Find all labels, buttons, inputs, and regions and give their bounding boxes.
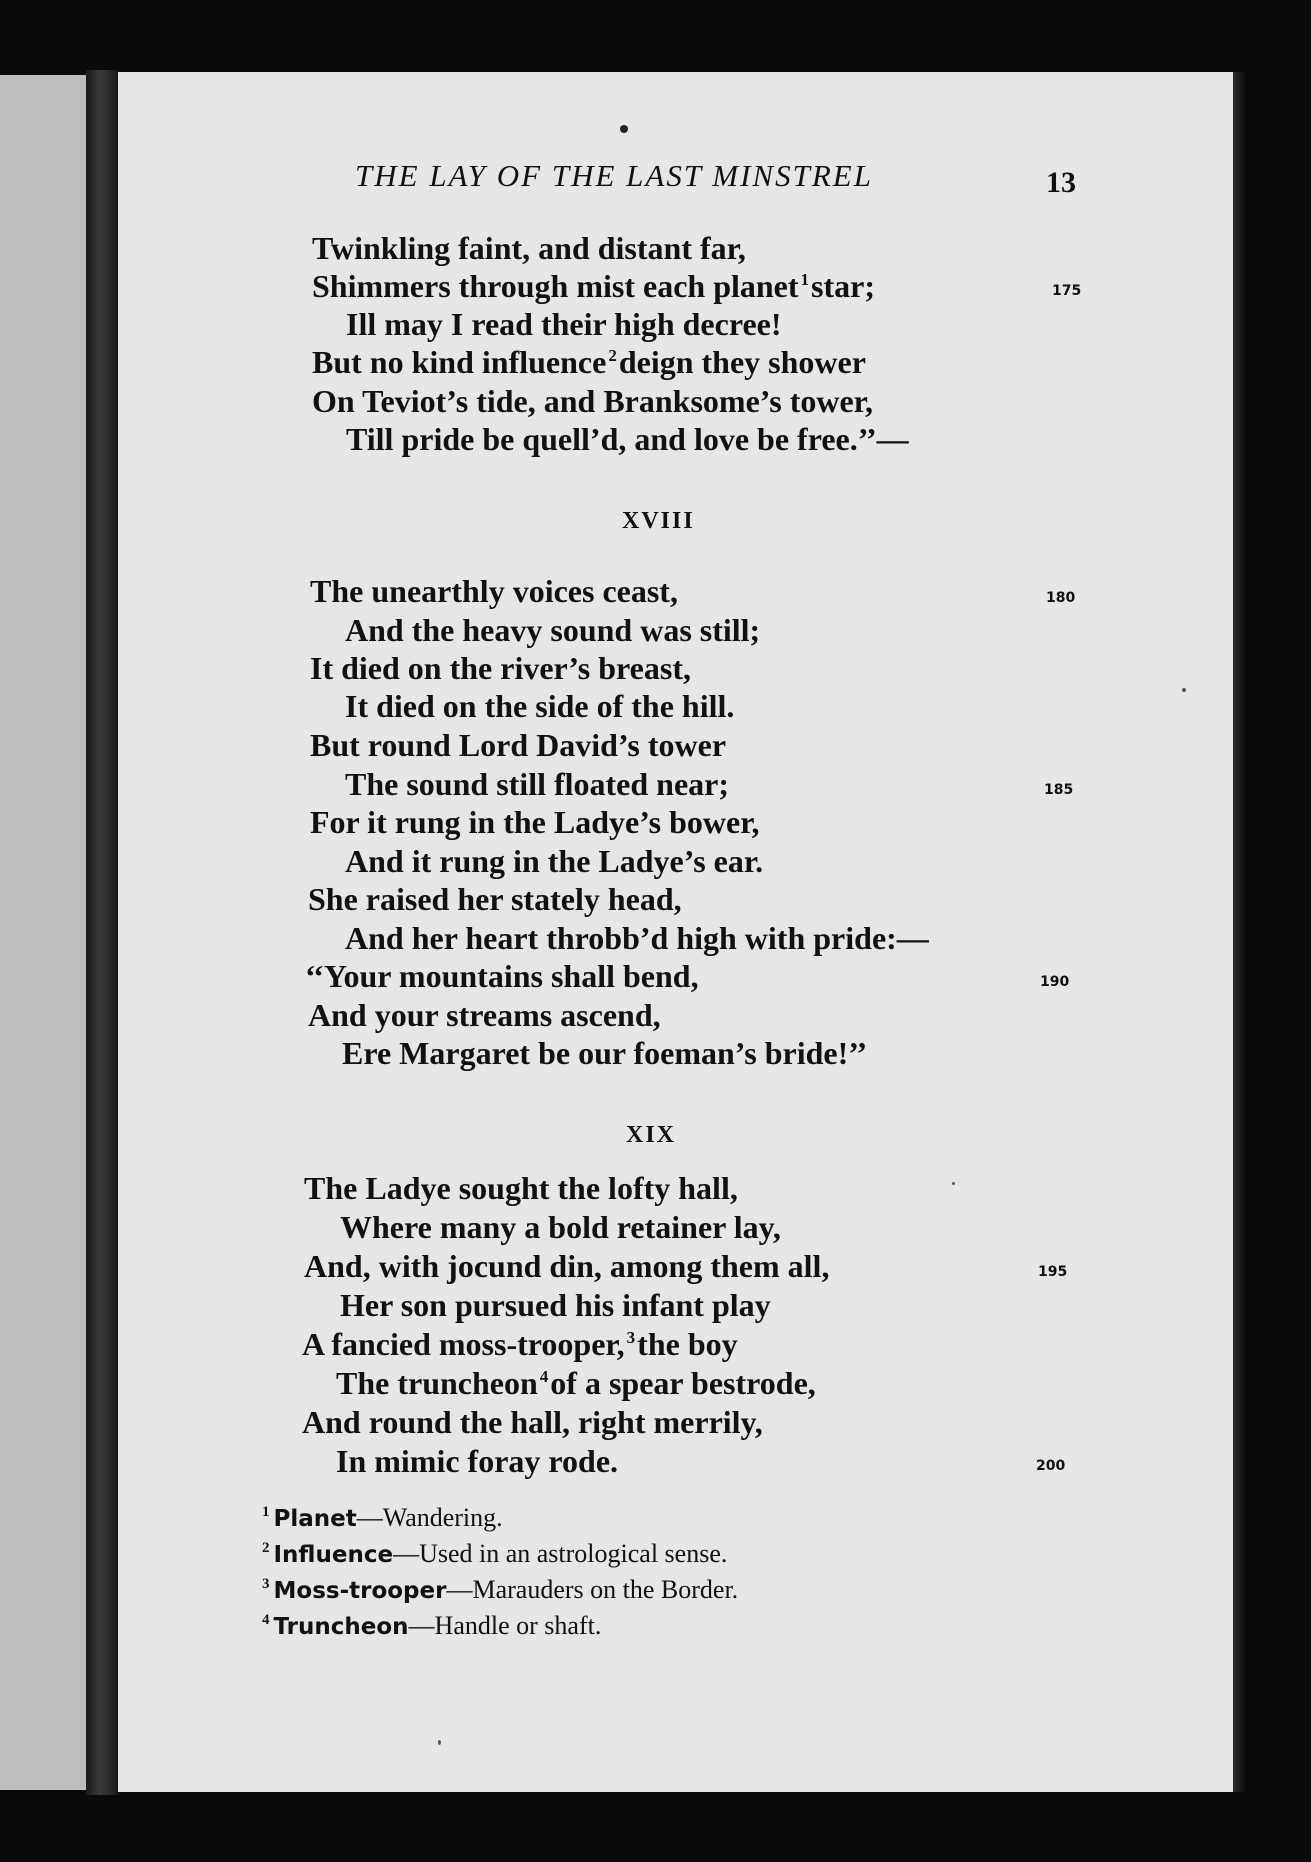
verse-line: And the heavy sound was still;: [345, 612, 761, 648]
line-number: 190: [1040, 974, 1070, 990]
footnote-term: Influence: [273, 1542, 394, 1568]
verse-line: Where many a bold retainer lay,: [340, 1209, 781, 1245]
verse-text: Shimmers through mist each planet: [312, 268, 799, 304]
footnote: [262, 1503, 503, 1533]
verse-line: The Ladye sought the lofty hall,: [304, 1170, 738, 1206]
verse-line: On Teviot’s tide, and Branksome’s tower,: [312, 383, 873, 419]
stanza-heading: XIX: [626, 1122, 677, 1148]
footnote-term: Planet: [273, 1506, 357, 1532]
book-spine: [86, 70, 120, 1795]
verse-line: For it rung in the Ladye’s bower,: [310, 804, 760, 840]
stanza-heading: XVIII: [622, 508, 695, 534]
footnote-term: Moss-trooper: [273, 1578, 447, 1604]
right-page-shadow: [1233, 72, 1245, 1792]
footnote-text: —Wandering.: [356, 1503, 503, 1532]
footnote-marker: 1: [800, 270, 810, 289]
verse-line: But round Lord David’s tower: [310, 727, 727, 763]
verse-line: ‘‘Your mountains shall bend,: [305, 958, 699, 994]
verse-line: It died on the river’s breast,: [310, 650, 691, 686]
verse-text: the boy: [637, 1326, 738, 1362]
left-page-edge: [0, 75, 92, 1790]
verse-line: Ere Margaret be our foeman’s bride!’’: [342, 1035, 868, 1071]
scan-speck: [1182, 688, 1186, 692]
verse-line: Her son pursued his infant play: [340, 1287, 771, 1323]
line-number: 195: [1038, 1264, 1068, 1280]
footnote: [262, 1539, 727, 1569]
line-number: 200: [1036, 1458, 1066, 1474]
verse-text: of a spear bestrode,: [550, 1365, 816, 1401]
verse-line: Till pride be quell’d, and love be free.’’—: [346, 421, 909, 457]
footnote-number: 4: [262, 1612, 270, 1628]
verse-line: And, with jocund din, among them all,: [304, 1248, 830, 1284]
verse-line: The sound still floated near;: [345, 766, 730, 802]
footnote: [262, 1575, 738, 1605]
verse-text: But no kind influence: [312, 344, 607, 380]
verse-line: [312, 270, 875, 302]
verse-line: Twinkling faint, and distant far,: [312, 230, 746, 266]
verse-line: [336, 1367, 816, 1399]
footnote-text: —Used in an astrological sense.: [393, 1539, 728, 1568]
footnote-number: 3: [262, 1576, 270, 1592]
verse-text: deign they shower: [618, 344, 866, 380]
verse-line: And her heart throbb’d high with pride:—: [345, 920, 929, 956]
line-number: 180: [1046, 590, 1076, 606]
footnote-term: Truncheon: [273, 1614, 409, 1640]
footnote-marker: 2: [608, 346, 617, 365]
verse-line: She raised her stately head,: [308, 881, 682, 917]
verse-line: [312, 346, 866, 378]
footnote-number: 1: [262, 1504, 270, 1520]
footnote: [262, 1611, 601, 1641]
footnote-marker: 3: [626, 1328, 636, 1347]
running-title: THE LAY OF THE LAST MINSTREL: [355, 158, 873, 193]
page-number: 13: [1046, 166, 1076, 199]
verse-line: Ill may I read their high decree!: [346, 306, 782, 342]
verse-line: In mimic foray rode.: [336, 1443, 619, 1479]
footnote-text: —Handle or shaft.: [408, 1611, 602, 1640]
verse-text: A fancied moss-trooper,: [302, 1326, 625, 1362]
scan-speck: [952, 1182, 955, 1185]
verse-line: And your streams ascend,: [308, 997, 661, 1033]
verse-line: [302, 1328, 738, 1360]
printer-mark-dot: [620, 125, 628, 133]
verse-text: The truncheon: [336, 1365, 538, 1401]
footnote-text: —Marauders on the Border.: [446, 1575, 739, 1604]
line-number: 175: [1052, 283, 1082, 299]
footnote-marker: 4: [539, 1367, 549, 1386]
verse-line: And it rung in the Ladye’s ear.: [345, 843, 764, 879]
scan-speck: [438, 1740, 441, 1745]
verse-line: It died on the side of the hill.: [345, 688, 735, 724]
footnote-number: 2: [262, 1540, 270, 1556]
verse-line: The unearthly voices ceast,: [310, 573, 678, 609]
verse-line: And round the hall, right merrily,: [302, 1404, 763, 1440]
line-number: 185: [1044, 782, 1074, 798]
verse-text: star;: [811, 268, 875, 304]
